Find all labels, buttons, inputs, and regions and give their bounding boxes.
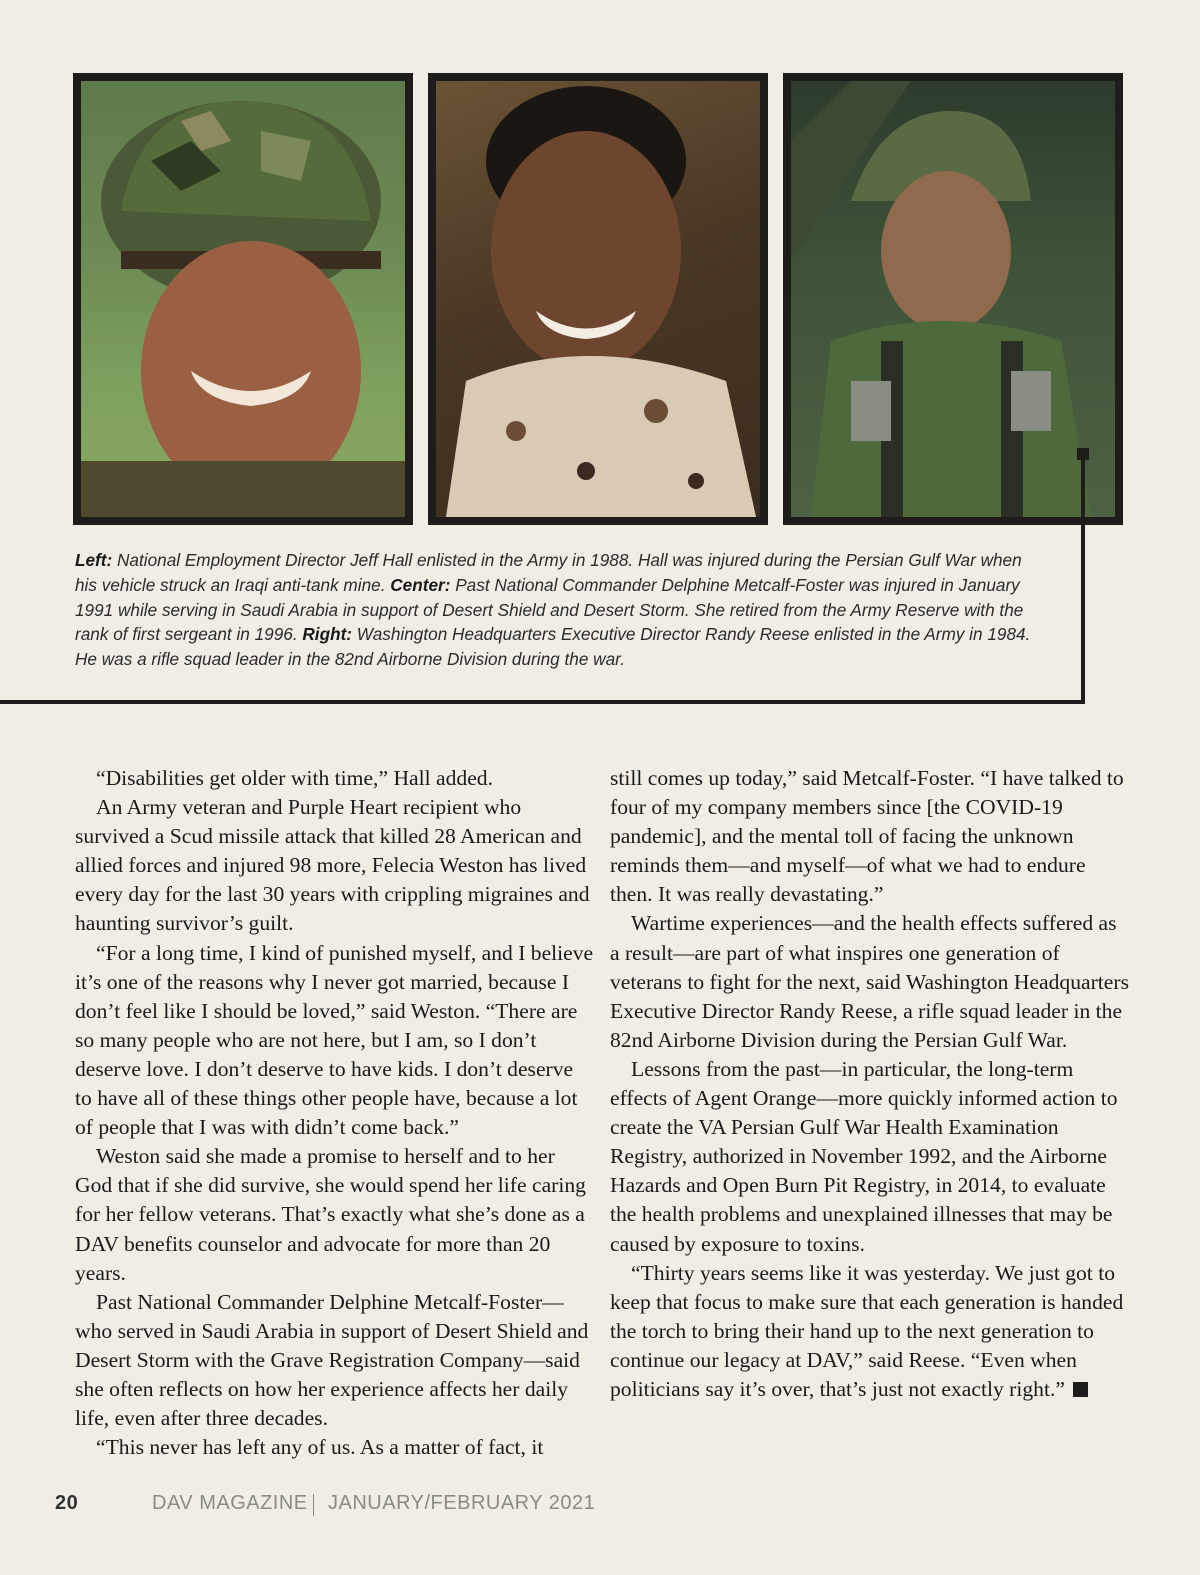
photo-jeff-hall <box>81 81 405 517</box>
caption-left-label: Left: <box>75 550 113 570</box>
footer-separator <box>313 1494 314 1516</box>
photo-left-illustration <box>81 81 405 517</box>
article-paragraph: “This never has left any of us. As a matter of fact, it <box>96 1435 544 1460</box>
caption-left-text: National Employment Director Jeff Hall enlisted in the Army in 1988. Hall was injured during the Persian Gulf War when his vehicle struck an Iraqi anti-tank mine. <box>75 550 1022 595</box>
photo-center-frame <box>428 73 768 525</box>
caption-center-text: Past National Commander Delphine Metcalf-Foster was injured in January 1991 while serving in Saudi Arabia in support of Desert Shield and Desert Storm. She retired from the Army Reserve with the rank of first sergeant in 1996. <box>75 574 1024 645</box>
page-number: 20 <box>55 1492 79 1514</box>
photo-right-frame <box>783 73 1123 525</box>
magazine-name: DAV MAGAZINE <box>152 1492 308 1514</box>
caption-right-text: Washington Headquarters Executive Director Randy Reese enlisted in the Army in 1984. He was a rifle squad leader in the 82nd Airborne Division during the war. <box>75 624 1031 670</box>
article-paragraph: Wartime experiences—and the health effects suffered as a result—are part of what inspires one generation of veterans to fight for the next, said Washington Headquarters Executive Director Randy Reese, a rifle squad leader in the 82nd Airborne Division during the Persian Gulf War. <box>610 911 1129 1052</box>
article-paragraph: still comes up today,” said Metcalf-Foster. “I have talked to four of my company members since [the COVID-19 pandemic], and the mental toll of facing the unknown reminds them—and myself—of what we had to endure then. It was really devastating.” <box>610 766 1124 907</box>
article-paragraph-final-text: “Thirty years seems like it was yesterday. We just got to keep that focus to make sure that each generation is handed the torch to bring their hand up to the next generation to continue our legacy at DAV,” said Reese. “Even when politicians say it’s over, that’s just not exactly right.” <box>610 1260 1124 1401</box>
article-paragraph-final <box>610 1259 1130 1404</box>
photo-center-illustration <box>436 81 760 517</box>
issue-date: JANUARY/FEBRUARY 2021 <box>328 1492 596 1514</box>
end-of-article-mark <box>1073 1382 1088 1397</box>
photo-delphine-metcalf-foster <box>436 81 760 517</box>
caption-right-label: Right: <box>302 624 353 645</box>
photo-caption <box>75 548 1035 672</box>
article-column-right <box>610 764 1130 1404</box>
article-paragraph: Weston said she made a promise to herself and to her God that if she did survive, she would spend her life caring for her fellow veterans. That’s exactly what she’s done as a DAV benefits counselor and advocate for more than 20 years. <box>75 1144 586 1285</box>
caption-divider-rule <box>0 700 1085 704</box>
article-paragraph: Lessons from the past—in particular, the long-term effects of Agent Orange—more quickly informed action to create the VA Persian Gulf War Health Examination Registry, authorized in November 1992, and the Airborne Hazards and Open Burn Pit Registry, in 2014, to evaluate the health problems and unexplained illnesses that may be caused by exposure to toxins. <box>610 1056 1118 1256</box>
article-column-left <box>75 764 595 1462</box>
photo-randy-reese <box>791 81 1115 517</box>
photo-left-frame <box>73 73 413 525</box>
article-paragraph: An Army veteran and Purple Heart recipient who survived a Scud missile attack that killed 28 American and allied forces and injured 98 more, Felecia Weston has lived every day for the last 30 years with crippling migraines and haunting survivor’s guilt. <box>75 795 590 936</box>
photo-right-illustration <box>791 81 1115 517</box>
caption-connector-vertical <box>1081 452 1085 704</box>
article-paragraph: “For a long time, I kind of punished myself, and I believe it’s one of the reasons why I never got married, because I don’t feel like I should be loved,” said Weston. “There are so many people who are not here, but I am, so I don’t deserve love. I don’t deserve to have kids. I don’t deserve to have all of these things other people have, because a lot of people that I was with didn’t come back.” <box>75 940 594 1140</box>
article-paragraph: “Disabilities get older with time,” Hall added. <box>96 766 493 790</box>
caption-center-label: Center: <box>390 574 451 595</box>
article-paragraph: Past National Commander Delphine Metcalf-Foster—who served in Saudi Arabia in support of Desert Shield and Desert Storm with the Grave Registration Company—said she often reflects on how her experience affects her daily life, even after three decades. <box>75 1289 589 1431</box>
